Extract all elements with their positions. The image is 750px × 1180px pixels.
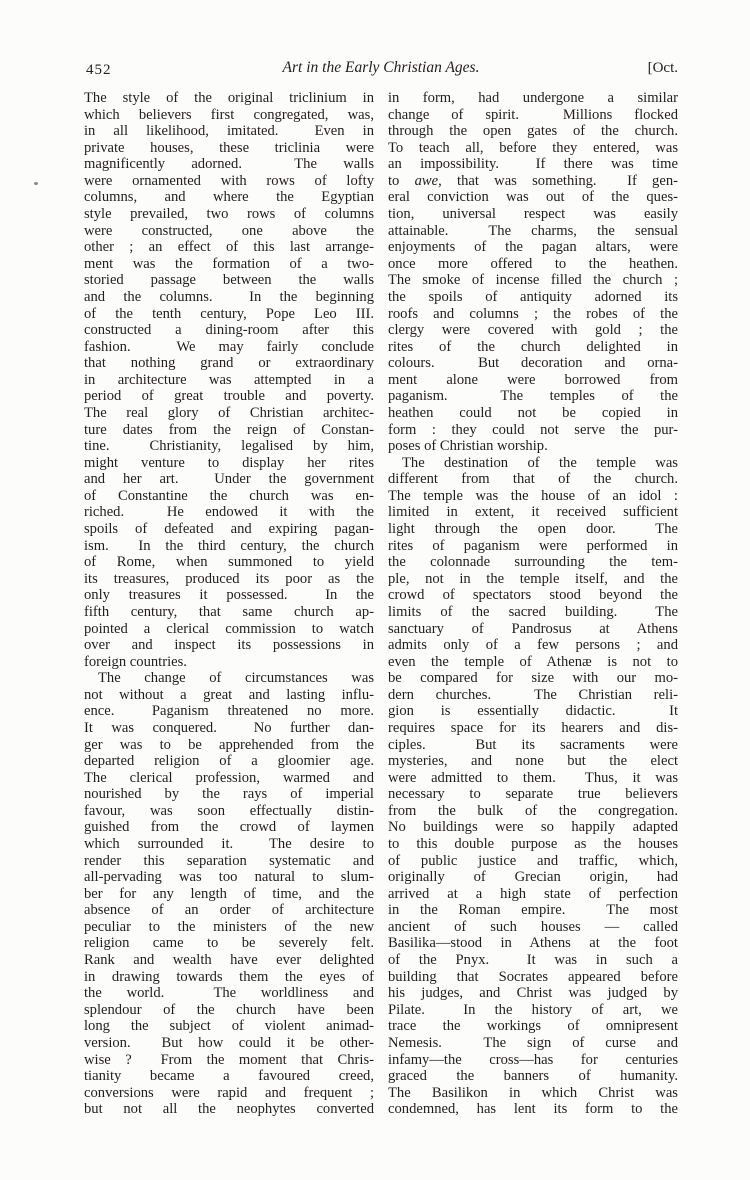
text-line: light through the open door. The xyxy=(388,521,678,538)
text-line: colours. But decoration and orna- xyxy=(388,355,678,372)
text-line: from the bulk of the congregation. xyxy=(388,802,678,819)
text-line: The Basilikon in which Christ was xyxy=(388,1084,678,1101)
text-line: to this double purpose as the houses xyxy=(388,836,678,853)
text-line: clergy were covered with gold ; the xyxy=(388,322,678,339)
text-line: of public justice and traffic, which, xyxy=(388,852,678,869)
text-line: the world. The worldliness and xyxy=(84,985,374,1002)
text-line: render this separation systematic and xyxy=(84,852,374,869)
page-header xyxy=(84,56,678,90)
text-line: gion is essentially didactic. It xyxy=(388,703,678,720)
text-line: be compared for size with our mo- xyxy=(388,670,678,687)
text-line: conversions were rapid and frequent ; xyxy=(84,1084,374,1101)
text-line: which believers first congregated, was, xyxy=(84,106,374,123)
text-line: favour, was soon effectually distin- xyxy=(84,802,374,819)
text-line: riched. He endowed it with the xyxy=(84,504,374,521)
text-line: in form, had undergone a similar xyxy=(388,90,678,106)
text-line: an impossibility. If there was time xyxy=(388,156,678,173)
text-line: building that Socrates appeared before xyxy=(388,968,678,985)
text-line: infamy—the cross—has for centuries xyxy=(388,1051,678,1068)
text-columns xyxy=(84,90,678,1118)
paragraph xyxy=(388,90,678,455)
text-line: but not all the neophytes converted xyxy=(84,1101,374,1118)
text-line: The change of circumstances was xyxy=(98,670,374,687)
text-line: and her art. Under the government xyxy=(84,471,374,488)
text-line: It was conquered. No further dan- xyxy=(84,719,374,736)
text-line: requires space for its hearers and dis- xyxy=(388,719,678,736)
text-line: arrived at a high state of perfection xyxy=(388,885,678,902)
text-line: tine. Christianity, legalised by him, xyxy=(84,438,374,455)
text-line: of the tenth century, Pope Leo III. xyxy=(84,305,374,322)
text-line: tianity became a favoured creed, xyxy=(84,1068,374,1085)
text-line: condemned, has lent its form to the xyxy=(388,1101,678,1118)
text-line: might venture to display her rites xyxy=(84,454,374,471)
text-line: ciples. But its sacraments were xyxy=(388,736,678,753)
text-line: crowd of spectators stood beyond the xyxy=(388,587,678,604)
text-line: that nothing grand or extraordinary xyxy=(84,355,374,372)
text-line: peculiar to the ministers of the new xyxy=(84,918,374,935)
page-number: 452 xyxy=(86,62,112,78)
paragraph xyxy=(84,90,374,670)
text-line: ment alone were borrowed from xyxy=(388,371,678,388)
text-line: The temple was the house of an idol : xyxy=(388,487,678,504)
text-line: eral conviction was out of the ques- xyxy=(388,189,678,206)
text-line: mysteries, and none but the elect xyxy=(388,753,678,770)
text-line: rites of the church delighted in xyxy=(388,338,678,355)
text-line: trace the workings of omnipresent xyxy=(388,1018,678,1035)
text-line: heathen could not be copied in xyxy=(388,404,678,421)
running-title: Art in the Early Christian Ages. xyxy=(282,59,480,76)
paragraph xyxy=(388,455,678,1118)
text-line: dern churches. The Christian reli- xyxy=(388,686,678,703)
scan-speck xyxy=(34,182,38,185)
text-line: were admitted to them. Thus, it was xyxy=(388,769,678,786)
text-line: columns, and where the Egyptian xyxy=(84,189,374,206)
text-line: in all likelihood, imitated. Even in xyxy=(84,123,374,140)
text-line: Rank and wealth have ever delighted xyxy=(84,952,374,969)
text-line: attainable. The charms, the sensual xyxy=(388,222,678,239)
text-line: ger was to be apprehended from the xyxy=(84,736,374,753)
text-line: ism. In the third century, the church xyxy=(84,537,374,554)
issue-label: [Oct. xyxy=(647,60,678,76)
text-line: To teach all, before they entered, was xyxy=(388,139,678,156)
text-line: of the Pnyx. It was in such a xyxy=(388,952,678,969)
text-line: magnificently adorned. The walls xyxy=(84,156,374,173)
text-line: form : they could not serve the pur- xyxy=(388,421,678,438)
text-line: ture dates from the reign of Constan- xyxy=(84,421,374,438)
text-line: not without a great and lasting influ- xyxy=(84,686,374,703)
text-line: roofs and columns ; the robes of the xyxy=(388,305,678,322)
text-line: fashion. We may fairly conclude xyxy=(84,338,374,355)
text-line: were constructed, one above the xyxy=(84,222,374,239)
text-line: constructed a dining-room after this xyxy=(84,322,374,339)
text-line: his judges, and Christ was judged by xyxy=(388,985,678,1002)
text-line: through the open gates of the church. xyxy=(388,123,678,140)
text-line: period of great trouble and poverty. xyxy=(84,388,374,405)
text-line: of Constantine the church was en- xyxy=(84,487,374,504)
text-line: enjoyments of the pagan altars, were xyxy=(388,239,678,256)
text-line: ancient of such houses — called xyxy=(388,918,678,935)
text-line: were ornamented with rows of lofty xyxy=(84,172,374,189)
text-line: limited in extent, it received sufficient xyxy=(388,504,678,521)
text-line: religion came to be severely felt. xyxy=(84,935,374,952)
text-line: private houses, these triclinia were xyxy=(84,139,374,156)
text-line: departed religion of a gloomier age. xyxy=(84,753,374,770)
text-line: The destination of the temple was xyxy=(402,454,678,471)
text-line: admits only of a few persons ; and xyxy=(388,637,678,654)
right-column xyxy=(388,90,678,1118)
text-line: only treasures it possessed. In the xyxy=(84,587,374,604)
text-line: nourished by the rays of imperial xyxy=(84,786,374,803)
text-line: No buildings were so happily adapted xyxy=(388,819,678,836)
text-line: of Rome, when summoned to yield xyxy=(84,554,374,571)
text-line: even the temple of Athenæ is not to xyxy=(388,653,678,670)
text-line: its treasures, produced its poor as the xyxy=(84,570,374,587)
text-line: The smoke of incense filled the church ; xyxy=(388,272,678,289)
text-line: splendour of the church have been xyxy=(84,1001,374,1018)
text-line: ber for any length of time, and the xyxy=(84,885,374,902)
text-line: which surrounded it. The desire to xyxy=(84,836,374,853)
text-line: foreign countries. xyxy=(84,653,187,670)
text-line: the colonnade surrounding the tem- xyxy=(388,554,678,571)
text-line: Pilate. In the history of art, we xyxy=(388,1001,678,1018)
text-line: absence of an order of architecture xyxy=(84,902,374,919)
text-line: long the subject of violent animad- xyxy=(84,1018,374,1035)
text-line: sanctuary of Pandrosus at Athens xyxy=(388,620,678,637)
text-line: The clerical profession, warmed and xyxy=(84,769,374,786)
text-line: guished from the crowd of laymen xyxy=(84,819,374,836)
text-line: rites of paganism were performed in xyxy=(388,537,678,554)
text-line: once more offered to the heathen. xyxy=(388,255,678,272)
text-line: graced the banners of humanity. xyxy=(388,1068,678,1085)
text-line: necessary to separate true believers xyxy=(388,786,678,803)
text-line: storied passage between the walls xyxy=(84,272,374,289)
text-line: wise ? From the moment that Chris- xyxy=(84,1051,374,1068)
text-line: originally of Grecian origin, had xyxy=(388,869,678,886)
text-line: all-pervading was too natural to slum- xyxy=(84,869,374,886)
left-column xyxy=(84,90,374,1118)
text-line: limits of the sacred building. The xyxy=(388,603,678,620)
text-line: The style of the original triclinium in xyxy=(84,90,374,106)
text-line: paganism. The temples of the xyxy=(388,388,678,405)
text-line: ment was the formation of a two- xyxy=(84,255,374,272)
text-line: The real glory of Christian architec- xyxy=(84,404,374,421)
text-line: and the columns. In the beginning xyxy=(84,288,374,305)
text-line: other ; an effect of this last arrange- xyxy=(84,239,374,256)
text-line: in the Roman empire. The most xyxy=(388,902,678,919)
text-line: style prevailed, two rows of columns xyxy=(84,206,374,223)
text-line: version. But how could it be other- xyxy=(84,1034,374,1051)
text-line: poses of Christian worship. xyxy=(388,438,548,455)
text-line: pointed a clerical commission to watch xyxy=(84,620,374,637)
paragraph xyxy=(84,670,374,1118)
text-line: to awe, that was something. If gen- xyxy=(388,172,678,189)
text-line: in architecture was attempted in a xyxy=(84,371,374,388)
text-line: the spoils of antiquity adorned its xyxy=(388,288,678,305)
text-line: ence. Paganism threatened no more. xyxy=(84,703,374,720)
text-line: ple, not in the temple itself, and the xyxy=(388,570,678,587)
text-line: tion, universal respect was easily xyxy=(388,206,678,223)
text-line: fifth century, that same church ap- xyxy=(84,603,374,620)
text-line: in drawing towards them the eyes of xyxy=(84,968,374,985)
text-line: spoils of defeated and expiring pagan- xyxy=(84,521,374,538)
text-line: change of spirit. Millions flocked xyxy=(388,106,678,123)
text-line: different from that of the church. xyxy=(388,471,678,488)
text-line: Nemesis. The sign of curse and xyxy=(388,1034,678,1051)
text-line: Basilika—stood in Athens at the foot xyxy=(388,935,678,952)
text-line: over and inspect its possessions in xyxy=(84,637,374,654)
